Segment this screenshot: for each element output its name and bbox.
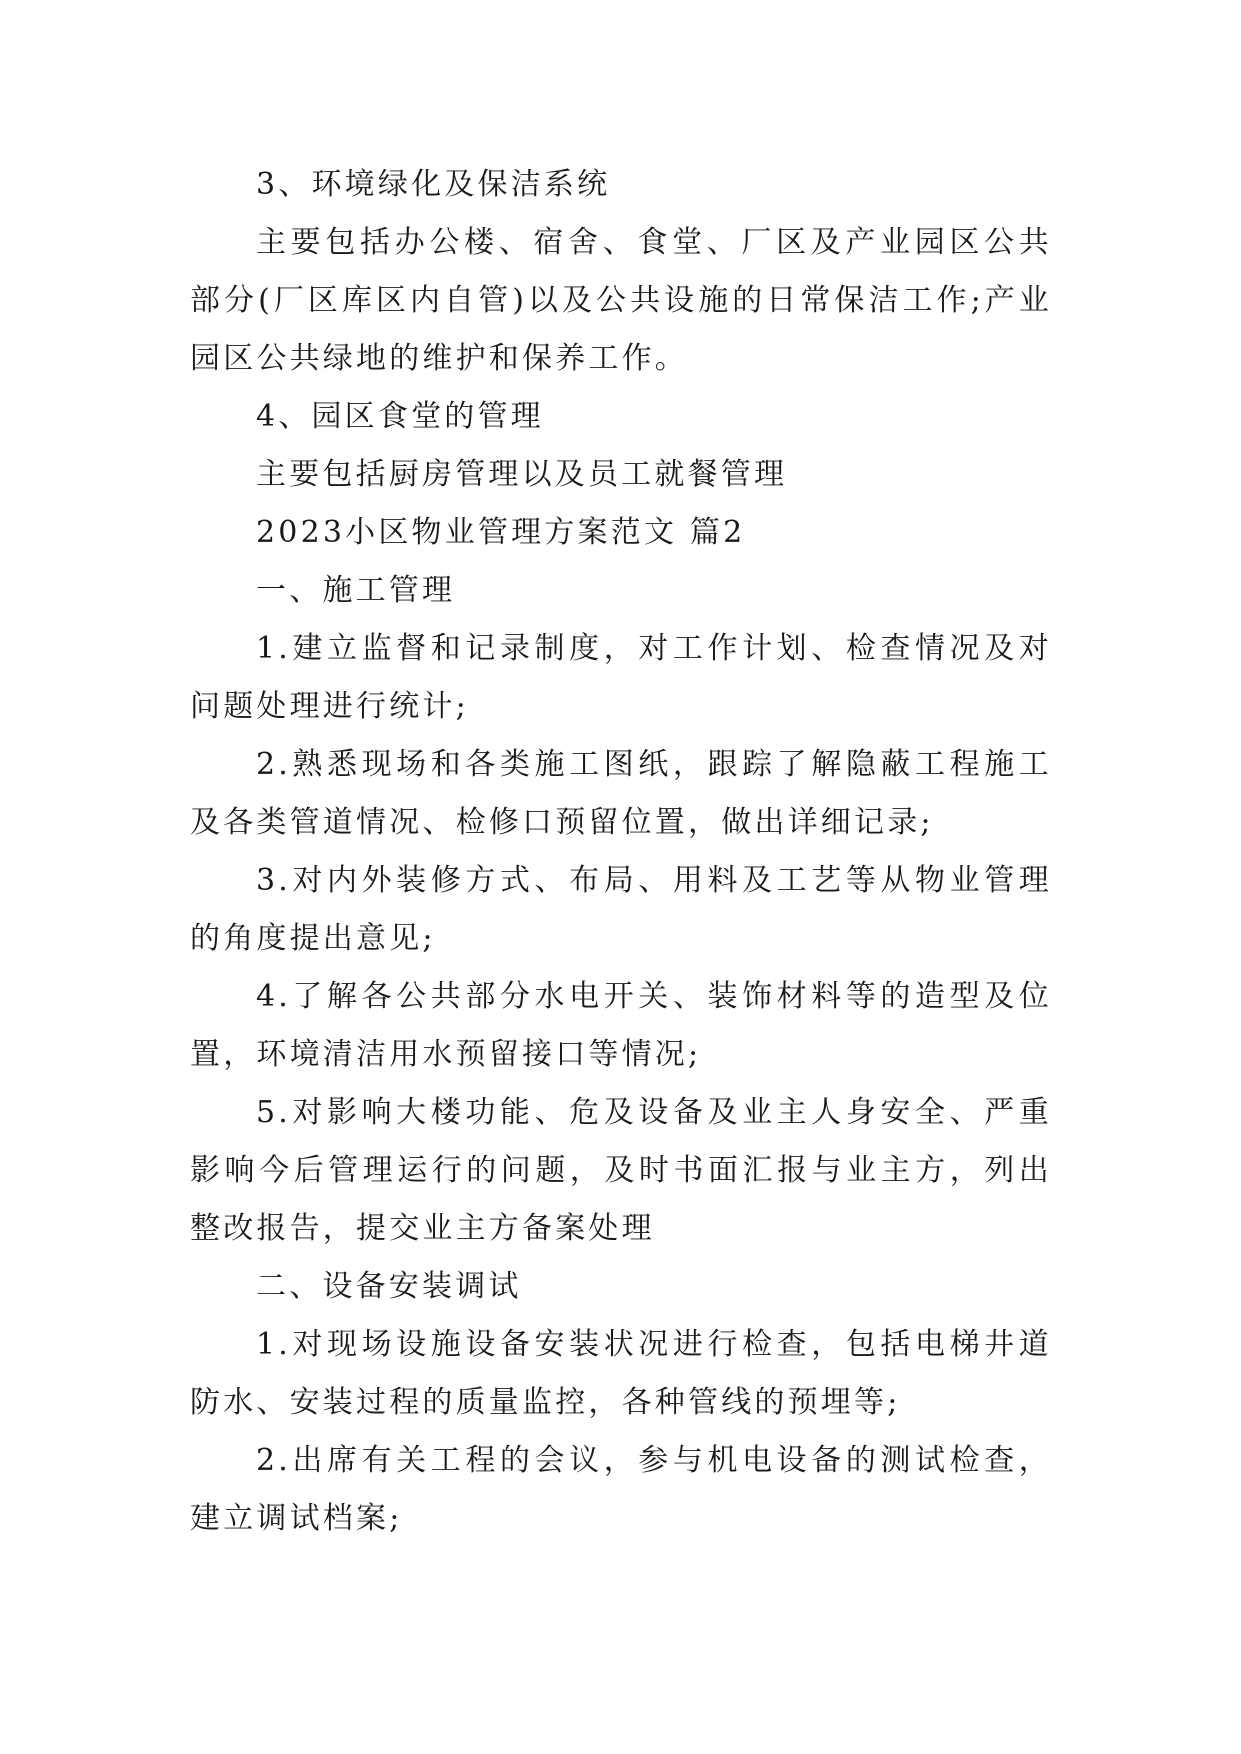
list-item-construction-1: 1.建立监督和记录制度，对工作计划、检查情况及对问题处理进行统计;	[190, 631, 1052, 724]
list-item-construction-5: 5.对影响大楼功能、危及设备及业主人身安全、严重影响今后管理运行的问题，及时书面汇报与业主方，列出整改报告，提交业主方备案处理	[190, 1095, 1052, 1246]
list-item-construction-4: 4.了解各公共部分水电开关、装饰材料等的造型及位置，环境清洁用水预留接口等情况;	[190, 979, 1052, 1072]
list-item-equipment-2: 2.出席有关工程的会议，参与机电设备的测试检查，建立调试档案;	[190, 1443, 1052, 1536]
section-heading-canteen: 4、园区食堂的管理	[256, 399, 544, 434]
article-title: 2023小区物业管理方案范文 篇2	[256, 515, 746, 550]
paragraph-canteen: 主要包括厨房管理以及员工就餐管理	[256, 457, 788, 492]
list-item-construction-3: 3.对内外装修方式、布局、用料及工艺等从物业管理的角度提出意见;	[190, 863, 1052, 956]
paragraph-greening-cleaning: 主要包括办公楼、宿舍、食堂、厂区及产业园区公共部分(厂区库区内自管)以及公共设施的日常保洁工作;产业园区公共绿地的维护和保养工作。	[190, 225, 1052, 376]
list-item-equipment-1: 1.对现场设施设备安装状况进行检查，包括电梯井道防水、安装过程的质量监控，各种管线的预埋等;	[190, 1327, 1052, 1420]
section-heading-equipment: 二、设备安装调试	[256, 1269, 522, 1304]
section-heading-greening-cleaning: 3、环境绿化及保洁系统	[256, 167, 611, 202]
section-heading-construction: 一、施工管理	[256, 573, 456, 608]
list-item-construction-2: 2.熟悉现场和各类施工图纸，跟踪了解隐蔽工程施工及各类管道情况、检修口预留位置，做出详细记录;	[190, 747, 1052, 840]
document-body	[190, 156, 1052, 1548]
